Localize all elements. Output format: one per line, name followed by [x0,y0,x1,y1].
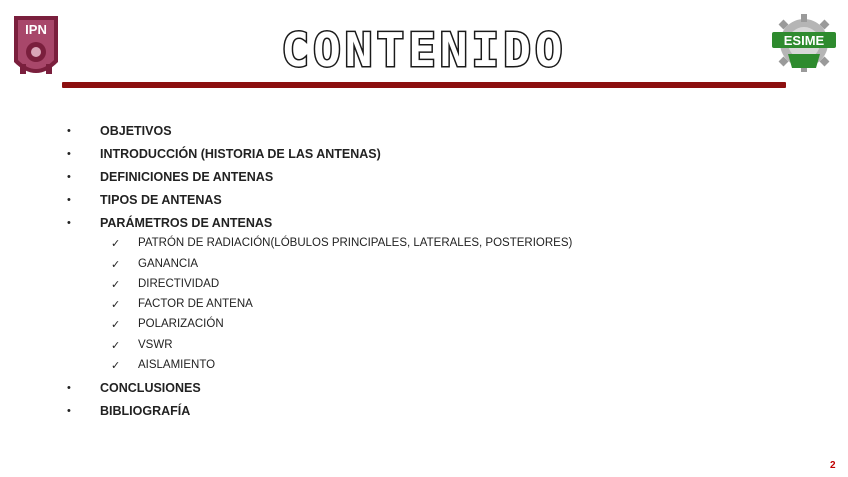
bullet: • [67,148,71,160]
parameter-item-ganancia: GANANCIA [138,258,199,270]
check-icon: ✓ [111,319,121,331]
ipn-logo [8,12,64,82]
check-icon: ✓ [111,238,121,250]
esime-logo [770,12,838,74]
title-underline [62,82,786,88]
outline-item-definiciones: DEFINICIONES DE ANTENAS [100,170,274,184]
check-icon: ✓ [111,360,121,372]
check-icon: ✓ [111,259,121,271]
outline-item-parametros: PARÁMETROS DE ANTENAS [100,216,273,230]
esime-logo-text: ESIME [783,33,825,48]
outline-item-objetivos: OBJETIVOS [100,124,172,138]
outline-item-introduccion: INTRODUCCIÓN (HISTORIA DE LAS ANTENAS) [100,147,381,161]
parameter-item-factor: FACTOR DE ANTENA [138,298,253,310]
parameter-item-polarizacion: POLARIZACIÓN [138,318,224,330]
outline-item-tipos: TIPOS DE ANTENAS [100,193,222,207]
bullet: • [67,217,71,229]
bullet: • [67,125,71,137]
parameter-item-aislamiento: AISLAMIENTO [138,359,216,371]
bullet: • [67,194,71,206]
outline-item-conclusiones: CONCLUSIONES [100,381,201,395]
check-icon: ✓ [111,299,121,311]
parameter-item-patron: PATRÓN DE RADIACIÓN(LÓBULOS PRINCIPALES, LATERALES, POSTERIORES) [138,237,573,249]
slide-title: CONTENIDO [281,23,567,77]
parameter-item-directividad: DIRECTIVIDAD [138,278,220,290]
bullet: • [67,171,71,183]
page-number: 2 [830,460,836,471]
check-icon: ✓ [111,279,121,291]
bullet: • [67,382,71,394]
ipn-logo-text: IPN [25,22,47,37]
outline-item-bibliografia: BIBLIOGRAFÍA [100,404,191,418]
bullet: • [67,405,71,417]
check-icon: ✓ [111,340,121,352]
parameter-item-vswr: VSWR [138,339,173,351]
